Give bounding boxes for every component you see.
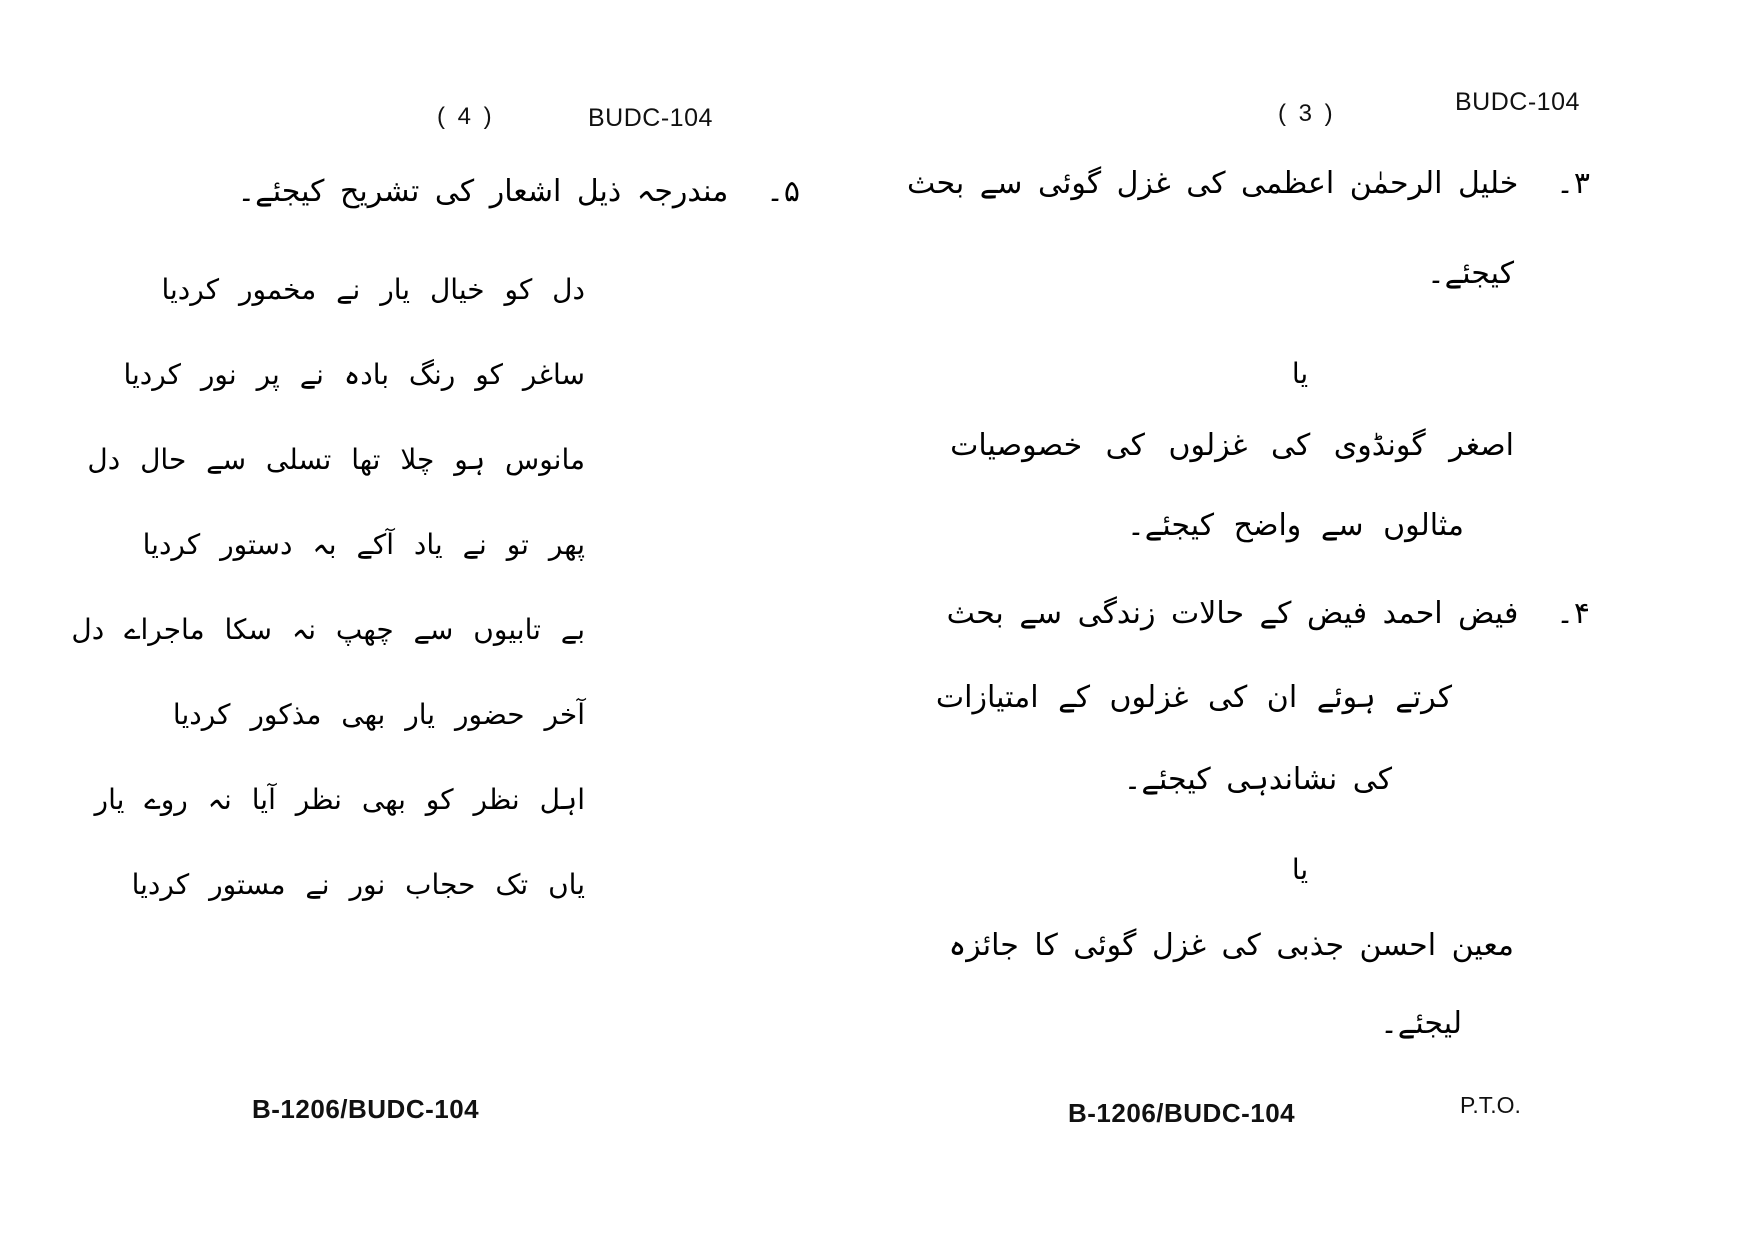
question-3-line-1 (907, 160, 1590, 208)
verse-line-1: دل کو خیال یار نے مخمور کردیا (161, 273, 585, 306)
question-4-line-3: کی نشاندہی کیجئے۔ (1123, 762, 1392, 797)
question-3-alt-line-1: اصغر گونڈوی کی غزلوں کی خصوصیات (950, 428, 1514, 463)
question-4-alt-line-2: لیجئے۔ (1380, 1006, 1462, 1041)
right-page-number: ( 3 ) (1278, 100, 1336, 127)
question-5-prompt: مندرجہ ذیل اشعار کی تشریح کیجئے۔ (237, 174, 729, 209)
right-footer-code: B-1206/BUDC-104 (1068, 1098, 1296, 1128)
or-separator-1: یا (1291, 357, 1309, 390)
verse-line-8: یاں تک حجاب نور نے مستور کردیا (131, 868, 585, 901)
question-4-alt-line-1: معین احسن جذبی کی غزل گوئی کا جائزہ (948, 928, 1514, 963)
verse-line-4: پھر تو نے یاد آکے بہ دستور کردیا (142, 528, 585, 561)
question-5-number: ۵۔ (766, 174, 800, 209)
left-footer-code: B-1206/BUDC-104 (252, 1094, 480, 1124)
left-paper-code: BUDC-104 (588, 104, 713, 132)
verse-line-3: مانوس ہو چلا تھا تسلی سے حال دل (87, 443, 585, 476)
left-page-number: ( 4 ) (437, 103, 495, 130)
question-3-number: ۳۔ (1556, 166, 1590, 201)
question-4-text: فیض احمد فیض کے حالات زندگی سے بحث (946, 596, 1519, 631)
question-3-text: خلیل الرحمٰن اعظمی کی غزل گوئی سے بحث (907, 166, 1519, 201)
verse-line-2: ساغر کو رنگ بادہ نے پر نور کردیا (123, 358, 585, 391)
question-4-line-2: کرتے ہوئے ان کی غزلوں کے امتیازات (935, 680, 1452, 715)
or-separator-2: یا (1291, 853, 1309, 886)
verse-line-6: آخر حضور یار بھی مذکور کردیا (172, 698, 585, 731)
question-4-number: ۴۔ (1556, 596, 1590, 631)
question-3-line-2: کیجئے۔ (1427, 256, 1514, 291)
verse-line-7: اہل نظر کو بھی نظر آیا نہ روے یار (94, 783, 585, 816)
right-paper-code: BUDC-104 (1455, 88, 1580, 116)
question-3-alt-line-2: مثالوں سے واضح کیجئے۔ (1127, 508, 1464, 543)
question-4-line-1 (947, 590, 1590, 638)
question-5-line (238, 168, 800, 216)
pto-label: P.T.O. (1460, 1092, 1521, 1118)
verse-line-5: بے تابیوں سے چھپ نہ سکا ماجراے دل (71, 613, 585, 646)
